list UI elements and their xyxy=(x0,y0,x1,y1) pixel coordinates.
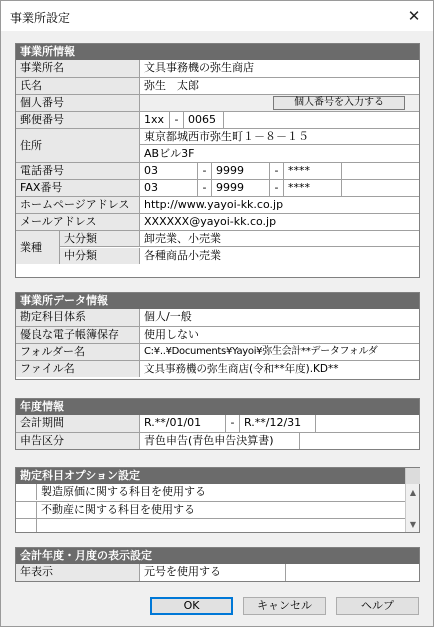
owner-row xyxy=(16,77,419,94)
display-section xyxy=(15,547,420,582)
industry-major-label: 大分類 xyxy=(60,231,140,247)
address-line-2[interactable]: ABビル3F xyxy=(144,147,195,160)
options-section xyxy=(15,467,420,533)
fax-dash-2: - xyxy=(270,180,284,196)
phone-field-3[interactable]: **** xyxy=(284,163,342,179)
filing-select[interactable]: 青色申告(青色申告決算書) xyxy=(140,433,300,449)
postal-field-2[interactable]: 0065 xyxy=(184,112,224,128)
industry-row xyxy=(16,230,419,264)
section-header: 事業所データ情報 xyxy=(16,293,419,309)
homepage-field[interactable]: http://www.yayoi-kk.co.jp xyxy=(144,198,284,211)
fiscal-section xyxy=(15,398,420,450)
scroll-up-icon[interactable]: ▲ xyxy=(409,488,417,497)
office-info-section xyxy=(15,43,420,278)
title-bar xyxy=(1,1,433,31)
period-row xyxy=(16,415,419,432)
folder-row xyxy=(16,343,419,360)
fax-label: FAX番号 xyxy=(16,180,140,196)
option-empty-label xyxy=(37,519,405,532)
email-field[interactable]: XXXXXX@yayoi-kk.co.jp xyxy=(144,215,277,228)
help-button[interactable]: ヘルプ xyxy=(336,597,419,615)
fax-dash-1: - xyxy=(198,180,212,196)
email-row xyxy=(16,213,419,230)
fax-field-2[interactable]: 9999 xyxy=(212,180,270,196)
ok-button[interactable]: OK xyxy=(150,597,233,615)
section-header: 年度情報 xyxy=(16,399,419,415)
email-label: メールアドレス xyxy=(16,214,140,230)
mynumber-row xyxy=(16,94,419,111)
accounts-label: 勘定科目体系 xyxy=(16,309,140,326)
folder-value: C:¥..¥Documents¥Yayoi¥弥生会計**データフォルダ xyxy=(144,346,378,357)
address-label: 住所 xyxy=(16,129,140,162)
phone-dash-2: - xyxy=(270,163,284,179)
period-end-field[interactable]: R.**/12/31 xyxy=(240,415,316,432)
industry-minor-field[interactable]: 各種商品小売業 xyxy=(144,249,221,262)
manufacturing-checkbox[interactable] xyxy=(16,484,37,500)
homepage-label: ホームページアドレス xyxy=(16,197,140,213)
industry-minor-label: 中分類 xyxy=(60,248,140,264)
address-line-1[interactable]: 東京都城西市弥生町１－８－１５ xyxy=(140,129,419,145)
fax-row xyxy=(16,179,419,196)
office-name-field[interactable]: 文具事務機の弥生商店 xyxy=(144,61,254,74)
section-header: 事業所情報 xyxy=(16,44,419,60)
period-label: 会計期間 xyxy=(16,415,140,432)
empty-checkbox xyxy=(16,519,37,532)
cancel-button[interactable]: キャンセル xyxy=(243,597,326,615)
phone-row xyxy=(16,162,419,179)
postal-row xyxy=(16,111,419,128)
period-dash: - xyxy=(226,415,240,432)
scroll-thumb[interactable] xyxy=(406,468,420,484)
window-title: 事業所設定 xyxy=(10,11,71,25)
phone-field-1[interactable]: 03 xyxy=(140,163,198,179)
section-header: 勘定科目オプション設定 xyxy=(16,468,405,484)
postal-field-1[interactable]: 1xx xyxy=(140,112,170,128)
phone-field-2[interactable]: 9999 xyxy=(212,163,270,179)
ledger-value: 使用しない xyxy=(144,328,199,341)
enter-mynumber-button[interactable]: 個人番号を入力する xyxy=(273,96,405,110)
data-info-section xyxy=(15,292,420,380)
homepage-row xyxy=(16,196,419,213)
filing-row xyxy=(16,432,419,449)
owner-field[interactable]: 弥生 太郎 xyxy=(144,79,199,92)
mynumber-label: 個人番号 xyxy=(16,95,140,111)
accounts-row xyxy=(16,309,419,326)
file-row xyxy=(16,360,419,377)
accounts-value: 個人/一般 xyxy=(144,310,192,323)
ledger-row xyxy=(16,326,419,343)
office-name-row xyxy=(16,60,419,77)
option-item[interactable] xyxy=(16,484,419,501)
address-row xyxy=(16,128,419,162)
filing-label: 申告区分 xyxy=(16,433,140,449)
fax-field-1[interactable]: 03 xyxy=(140,180,198,196)
phone-label: 電話番号 xyxy=(16,163,140,179)
year-display-label: 年表示 xyxy=(16,564,140,581)
file-label: ファイル名 xyxy=(16,361,140,377)
phone-dash-1: - xyxy=(198,163,212,179)
file-value: 文具事務機の弥生商店(令和**年度).KD** xyxy=(144,363,339,375)
option-item-empty xyxy=(16,518,419,532)
option-label[interactable]: 製造原価に関する科目を使用する xyxy=(37,484,405,501)
owner-label: 氏名 xyxy=(16,78,140,94)
option-label[interactable]: 不動産に関する科目を使用する xyxy=(37,502,405,518)
option-item[interactable] xyxy=(16,501,419,518)
office-name-label: 事業所名 xyxy=(16,60,140,77)
period-start-field[interactable]: R.**/01/01 xyxy=(140,415,226,432)
postal-label: 郵便番号 xyxy=(16,112,140,128)
industry-major-field[interactable]: 卸売業、小売業 xyxy=(140,231,419,247)
year-display-select[interactable]: 元号を使用する xyxy=(140,564,286,581)
realestate-checkbox[interactable] xyxy=(16,502,37,518)
close-icon[interactable]: ✕ xyxy=(407,7,421,25)
ledger-label: 優良な電子帳簿保存 xyxy=(16,327,140,343)
year-display-row xyxy=(16,564,419,581)
scroll-down-icon[interactable]: ▼ xyxy=(409,520,417,529)
fax-field-3[interactable]: **** xyxy=(284,180,342,196)
options-scrollbar[interactable] xyxy=(405,468,419,532)
section-header: 会計年度・月度の表示設定 xyxy=(16,548,419,564)
folder-label: フォルダー名 xyxy=(16,344,140,360)
industry-label: 業種 xyxy=(16,231,60,264)
postal-dash: - xyxy=(170,112,184,128)
